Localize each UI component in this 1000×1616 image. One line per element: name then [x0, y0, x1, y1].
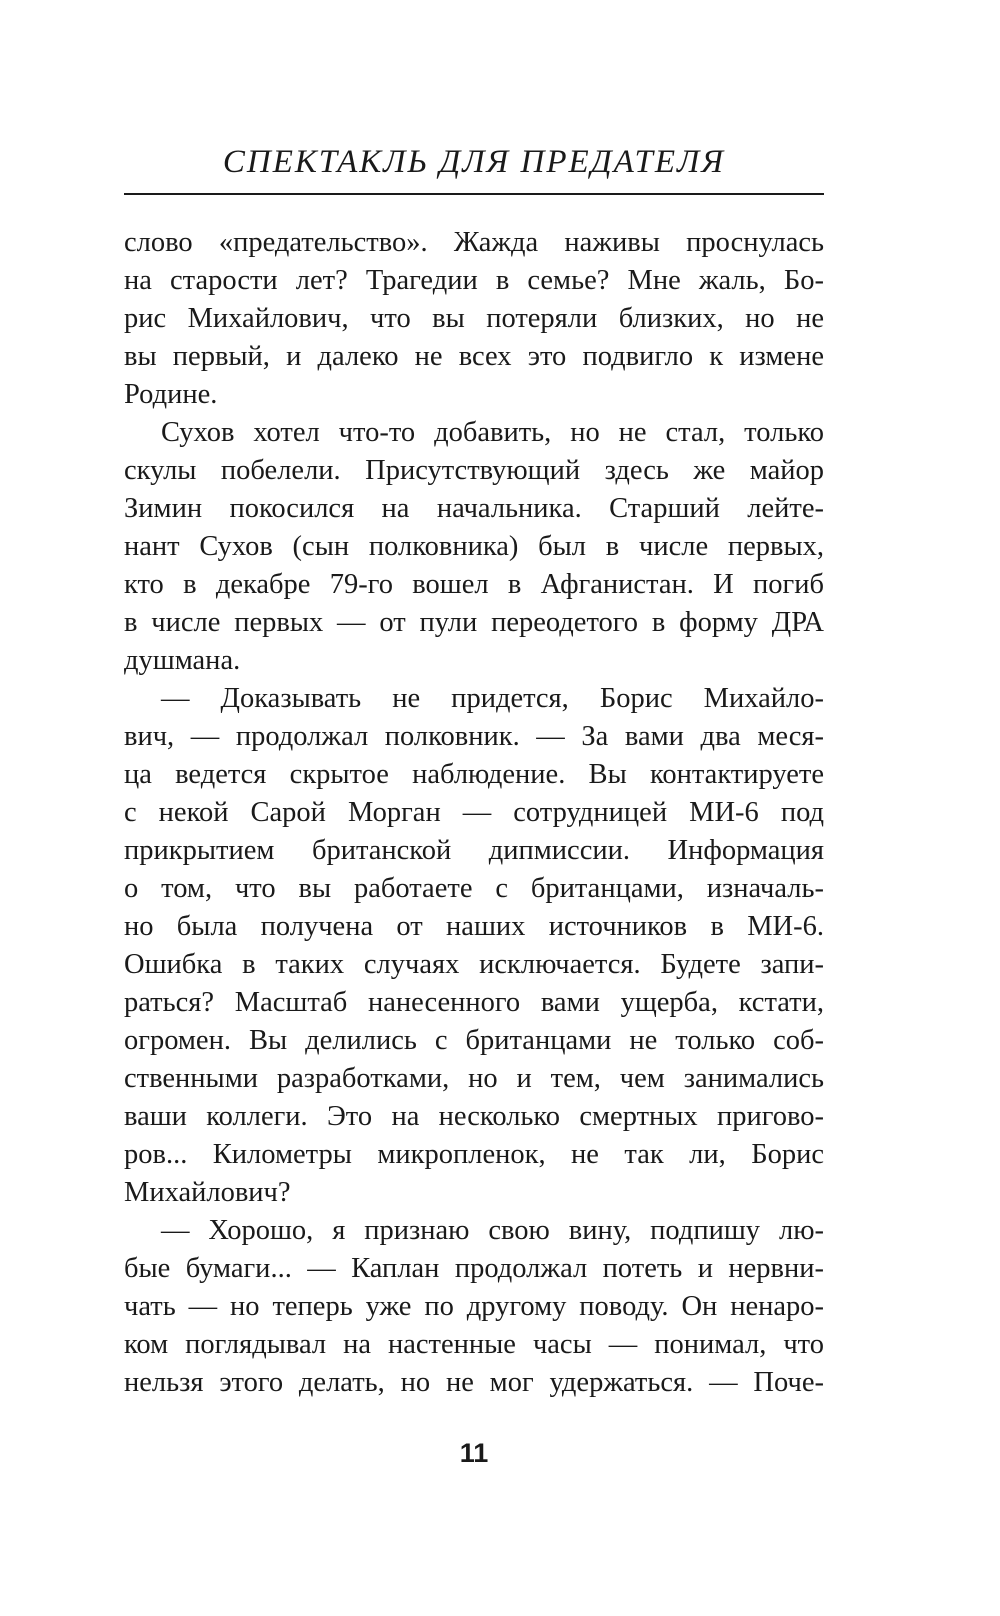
- text-line: прикрытием британской дипмиссии. Информация: [124, 835, 824, 866]
- text-line: ственными разработками, но и тем, чем занимались: [124, 1063, 824, 1094]
- text-line: Михайлович?: [124, 1177, 291, 1208]
- text-line: Ошибка в таких случаях исключается. Будете запи-: [124, 949, 824, 980]
- text-line: нант Сухов (сын полковника) был в числе первых,: [124, 531, 824, 562]
- text-line: вы первый, и далеко не всех это подвигло к измене: [124, 341, 824, 372]
- text-line: скулы побелели. Присутствующий здесь же майор: [124, 455, 824, 486]
- text-line: бые бумаги... — Каплан продолжал потеть и нервни-: [124, 1253, 824, 1284]
- text-line: на старости лет? Трагедии в семье? Мне жаль, Бо-: [124, 265, 824, 296]
- text-line: чать — но теперь уже по другому поводу. Он ненаро-: [124, 1291, 824, 1322]
- text-line: душмана.: [124, 645, 241, 676]
- running-header: СПЕКТАКЛЬ ДЛЯ ПРЕДАТЕЛЯ: [222, 144, 726, 180]
- text-line: Родине.: [124, 379, 218, 410]
- text-line: ров... Километры микропленок, не так ли, Борис: [124, 1139, 824, 1170]
- text-line: огромен. Вы делились с британцами не только соб-: [124, 1025, 824, 1056]
- text-line: Сухов хотел что-то добавить, но не стал, только: [161, 417, 824, 448]
- text-line: с некой Сарой Морган — сотрудницей МИ-6 под: [124, 797, 824, 828]
- text-line: раться? Масштаб нанесенного вами ущерба, кстати,: [124, 987, 824, 1018]
- text-line: в числе первых — от пули переодетого в форму ДРА: [124, 607, 824, 638]
- text-line: ком поглядывал на настенные часы — понимал, что: [124, 1329, 824, 1360]
- page-number: 11: [459, 1438, 489, 1468]
- text-line: вич, — продолжал полковник. — За вами два меся-: [124, 721, 824, 752]
- text-line: ца ведется скрытое наблюдение. Вы контактируете: [124, 759, 824, 790]
- text-line: — Хорошо, я признаю свою вину, подпишу лю-: [161, 1215, 824, 1246]
- text-line: но была получена от наших источников в МИ-6.: [124, 911, 824, 942]
- text-line: Зимин покосился на начальника. Старший лейте-: [124, 493, 824, 524]
- text-line: о том, что вы работаете с британцами, изначаль-: [124, 873, 824, 904]
- text-line: слово «предательство». Жажда наживы проснулась: [124, 227, 824, 258]
- header-divider: [124, 193, 824, 195]
- text-line: — Доказывать не придется, Борис Михайло-: [161, 683, 824, 714]
- text-line: кто в декабре 79-го вошел в Афганистан. И погиб: [124, 569, 824, 600]
- text-line: нельзя этого делать, но не мог удержаться. — Поче-: [124, 1367, 824, 1398]
- body-text: [124, 224, 824, 1402]
- text-line: ваши коллеги. Это на несколько смертных пригово-: [124, 1101, 824, 1132]
- text-line: рис Михайлович, что вы потеряли близких, но не: [124, 303, 824, 334]
